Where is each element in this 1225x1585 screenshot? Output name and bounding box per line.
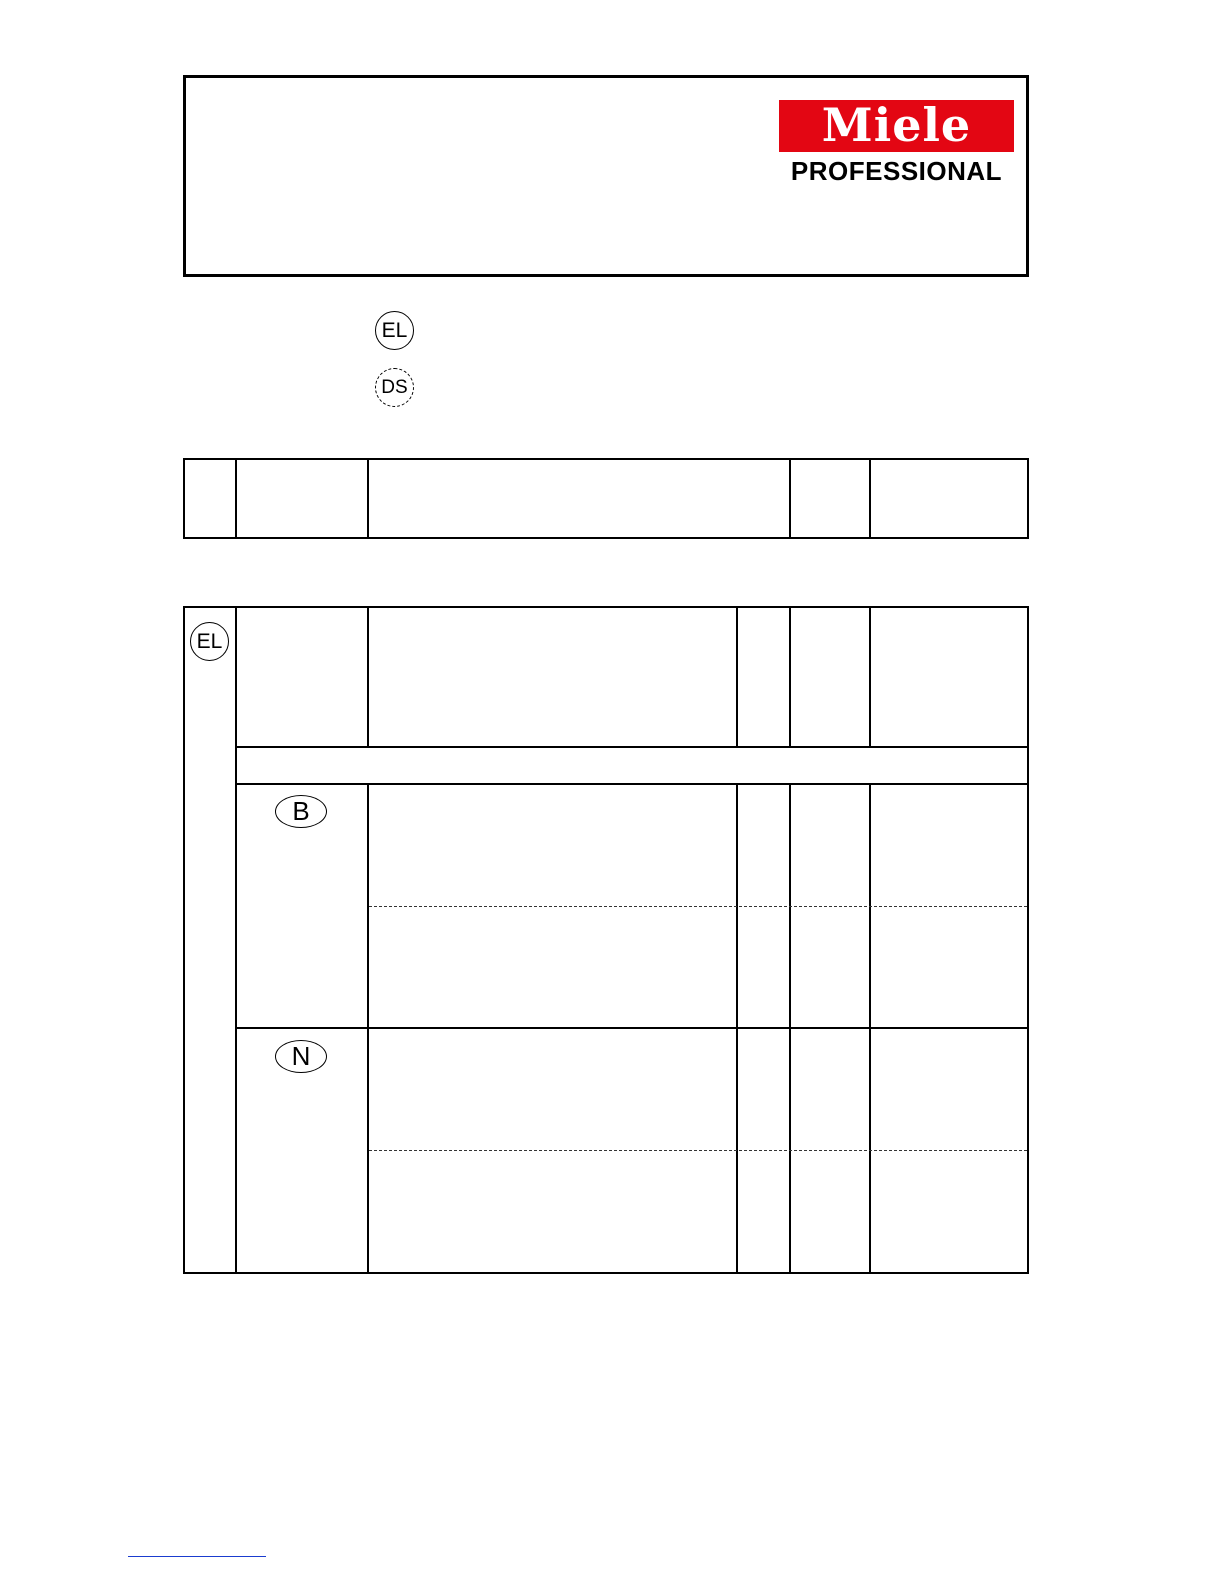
table-1-col-divider (183, 458, 185, 539)
group-b-mark: B (292, 796, 310, 826)
table-2-row-border (235, 1027, 1029, 1029)
table-2-col-divider (869, 783, 871, 1274)
table-2-col-divider (789, 783, 791, 1274)
table-2-subrow-separator (369, 1150, 1027, 1151)
table-2-col-divider (736, 606, 738, 748)
group-n-mark: N (291, 1041, 311, 1071)
ds-symbol-icon (375, 368, 414, 407)
table-2-col-divider (736, 783, 738, 1274)
miele-logo-subtitle: PROFESSIONAL (790, 156, 1003, 186)
table-2-row-border (235, 746, 1029, 748)
table-2-col-divider (367, 783, 369, 1274)
table-2-bottom-border (183, 1272, 1029, 1274)
table-1-col-divider (789, 458, 791, 539)
table-1-col-divider (235, 458, 237, 539)
table-2-col-divider (869, 606, 871, 748)
miele-logo-wordmark: Miele (821, 98, 972, 152)
el-symbol-label: EL (381, 318, 408, 342)
table-2-col-divider (367, 606, 369, 748)
footer-link-underline[interactable] (128, 1556, 266, 1557)
table-2-col-divider (235, 606, 237, 1274)
table-1-col-divider (1027, 458, 1029, 539)
table-2-left-border (183, 606, 185, 1274)
table-1-bottom-border (183, 537, 1029, 539)
table-1-top-border (183, 458, 1029, 460)
table-1-col-divider (869, 458, 871, 539)
table-1-col-divider (367, 458, 369, 539)
b-symbol-icon (275, 795, 327, 828)
table-2-top-border (183, 606, 1029, 608)
el-row-mark: EL (196, 629, 223, 653)
el-symbol-icon (375, 311, 414, 350)
table-2-right-border (1027, 606, 1029, 1274)
table-2-subrow-separator (369, 906, 1027, 907)
table-2-col-divider (789, 606, 791, 748)
ds-symbol-label: DS (381, 376, 408, 398)
table-2-row-border (235, 783, 1029, 785)
n-symbol-icon (275, 1040, 327, 1073)
el-symbol-icon (190, 622, 229, 661)
